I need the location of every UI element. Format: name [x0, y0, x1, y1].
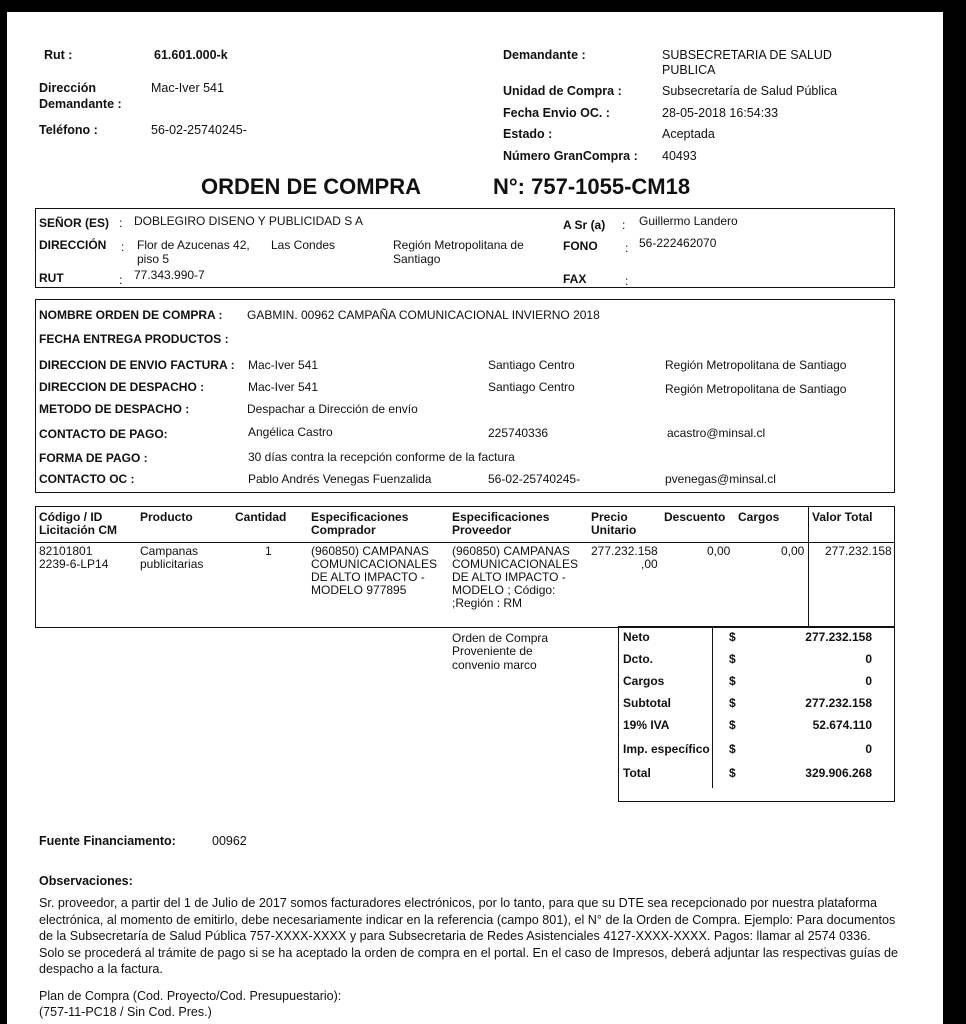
- fuente-financiamiento-value: 00962: [212, 834, 247, 848]
- senor-value: DOBLEGIRO DISENO Y PUBLICIDAD S A: [134, 214, 363, 228]
- convenio-note: Orden de Compra: [452, 631, 549, 645]
- cell-precio-decimals: ,00: [641, 557, 658, 571]
- rut-value: 61.601.000-k: [154, 48, 228, 62]
- forma-pago-label: FORMA DE PAGO :: [39, 451, 148, 465]
- cell-esp-proveedor: (960850) CAMPANAS: [452, 544, 570, 558]
- fuente-financiamiento-label: Fuente Financiamento:: [39, 834, 176, 848]
- totals-value: 0: [865, 674, 872, 688]
- totals-value: 329.906.268: [805, 766, 872, 780]
- col-header-esp-proveedor-2: Proveedor: [452, 523, 512, 537]
- cell-codigo: 82101801: [39, 544, 93, 558]
- contacto-pago-phone: 225740336: [488, 426, 549, 440]
- cell-esp-comprador-3: DE ALTO IMPACTO -: [311, 570, 425, 584]
- document-title: ORDEN DE COMPRA: [201, 174, 422, 199]
- unidad-compra-label: Unidad de Compra :: [503, 84, 622, 98]
- demandante-value-2: PUBLICA: [662, 63, 716, 77]
- estado-value: Aceptada: [662, 127, 715, 141]
- cell-esp-comprador-4: MODELO 977895: [311, 583, 407, 597]
- cell-esp-proveedor-2: COMUNICACIONALES: [452, 557, 579, 571]
- supplier-street: Flor de Azucenas 42,: [137, 238, 250, 252]
- currency-symbol: $: [729, 696, 736, 710]
- totals-label: Neto: [623, 630, 650, 644]
- asr-value: Guillermo Landero: [639, 214, 738, 228]
- contacto-oc-email: pvenegas@minsal.cl: [665, 472, 776, 486]
- currency-symbol: $: [729, 630, 736, 644]
- col-header-descuento: Descuento: [664, 510, 726, 524]
- asr-label: A Sr (a): [563, 218, 606, 232]
- cell-esp-comprador-2: COMUNICACIONALES: [311, 557, 438, 571]
- totals-value: 277.232.158: [805, 696, 872, 710]
- col-header-precio: Precio: [591, 510, 628, 524]
- supplier-rut-value: 77.343.990-7: [134, 268, 205, 282]
- contacto-oc-label: CONTACTO OC :: [39, 472, 135, 486]
- totals-divider: [712, 626, 713, 788]
- totals-label: Imp. específico: [623, 742, 710, 756]
- convenio-note-3: convenio marco: [452, 658, 537, 672]
- despacho-comuna: Santiago Centro: [488, 380, 575, 394]
- currency-symbol: $: [729, 674, 736, 688]
- cell-valor-total: 277.232.158: [825, 544, 892, 558]
- cell-esp-proveedor-5: ;Región : RM: [452, 596, 523, 610]
- totals-value: 52.674.110: [812, 718, 872, 732]
- totals-value: 0: [865, 742, 872, 756]
- cell-esp-proveedor-4: MODELO ; Código:: [452, 583, 556, 597]
- envio-factura-comuna: Santiago Centro: [488, 358, 575, 372]
- contacto-pago-label: CONTACTO DE PAGO:: [39, 427, 168, 441]
- fono-colon: :: [625, 241, 629, 255]
- fecha-envio-value: 28-05-2018 16:54:33: [662, 106, 779, 120]
- valor-total-divider: [808, 506, 809, 628]
- unidad-compra-value: Subsecretaría de Salud Pública: [662, 84, 838, 98]
- supplier-rut-label: RUT: [39, 271, 64, 285]
- supplier-region: Región Metropolitana de: [393, 238, 524, 252]
- currency-symbol: $: [729, 718, 736, 732]
- supplier-rut-colon: :: [119, 273, 123, 287]
- plan-compra-label: Plan de Compra (Cod. Proyecto/Cod. Presupuestario):: [39, 989, 342, 1003]
- envio-factura-addr: Mac-Iver 541: [248, 358, 319, 372]
- cell-cargos: 0,00: [781, 544, 805, 558]
- cell-licitacion: 2239-6-LP14: [39, 557, 109, 571]
- forma-pago-value: 30 días contra la recepción conforme de la factura: [248, 450, 515, 464]
- totals-value: 277.232.158: [805, 630, 872, 644]
- metodo-despacho-label: METODO DE DESPACHO :: [39, 402, 190, 416]
- col-header-valor-total: Valor Total: [812, 510, 873, 524]
- envio-factura-region: Región Metropolitana de Santiago: [665, 358, 847, 372]
- cell-esp-comprador: (960850) CAMPANAS: [311, 544, 429, 558]
- telefono-value: 56-02-25740245-: [151, 123, 247, 137]
- totals-label: Cargos: [623, 674, 665, 688]
- purchase-order-document: [7, 12, 943, 1024]
- nombre-orden-label: NOMBRE ORDEN DE COMPRA :: [39, 308, 223, 322]
- col-header-cantidad: Cantidad: [235, 510, 287, 524]
- envio-factura-label: DIRECCION DE ENVIO FACTURA :: [39, 358, 235, 372]
- totals-label: Subtotal: [623, 696, 671, 710]
- fax-label: FAX: [563, 272, 587, 286]
- cell-producto: Campanas: [140, 544, 199, 558]
- items-header-divider: [35, 542, 895, 543]
- cell-precio: 277.232.158: [591, 544, 658, 558]
- senor-colon: :: [119, 216, 123, 230]
- col-header-cargos: Cargos: [738, 510, 780, 524]
- totals-value: 0: [865, 652, 872, 666]
- contacto-pago-email: acastro@minsal.cl: [667, 426, 766, 440]
- metodo-despacho-value: Despachar a Dirección de envío: [247, 402, 418, 416]
- despacho-region: Región Metropolitana de Santiago: [665, 382, 847, 396]
- supplier-region-2: Santiago: [393, 252, 441, 266]
- totals-label: Dcto.: [623, 652, 653, 666]
- col-header-precio-2: Unitario: [591, 523, 637, 537]
- contacto-oc-name: Pablo Andrés Venegas Fuenzalida: [248, 472, 432, 486]
- supplier-comuna: Las Condes: [271, 238, 336, 252]
- supplier-direccion-colon: :: [121, 240, 125, 254]
- supplier-direccion-label: DIRECCIÓN: [39, 238, 107, 252]
- direccion-label-2: Demandante :: [39, 97, 122, 111]
- fecha-entrega-label: FECHA ENTREGA PRODUCTOS :: [39, 332, 229, 346]
- asr-colon: :: [622, 218, 626, 232]
- demandante-value: SUBSECRETARIA DE SALUD: [662, 48, 832, 62]
- plan-compra-value: (757-11-PC18 / Sin Cod. Pres.): [39, 1005, 212, 1019]
- senor-label: SEÑOR (ES): [39, 216, 110, 230]
- observaciones-text: Sr. proveedor, a partir del 1 de Julio de 2017 somos facturadores electrónicos, por lo tanto, para que su DTE sea recepcionado por nuestra plataforma electrónica, al momento de emitirlo, debe necesariamente indicar en la referencia (campo 801), el N° de la Orden de Compra. Ejemplo: Para documentos de la Subsecretaría de Salud Pública 757-XXXX-XXXX y para Subsecretaria de Redes Asistenciales 4127-XXXX-XXXX. Pagos: llamar al 2574 0336. Solo se procederá al trámite de pago si se ha aceptado la orden de compra en el portal. En el caso de Impresos, deberá adjuntar las respectivas guías de despacho a la factura.: [39, 896, 898, 976]
- direccion-label: Dirección: [39, 81, 96, 95]
- cell-cantidad: 1: [265, 544, 272, 558]
- estado-label: Estado :: [503, 127, 553, 141]
- contacto-pago-name: Angélica Castro: [248, 425, 333, 439]
- order-number: N°: 757-1055-CM18: [493, 174, 691, 199]
- col-header-producto: Producto: [140, 510, 193, 524]
- col-header-esp-comprador: Especificaciones: [311, 510, 409, 524]
- fecha-envio-label: Fecha Envio OC. :: [503, 106, 610, 120]
- col-header-codigo-2: Licitación CM: [39, 523, 118, 537]
- supplier-street-2: piso 5: [137, 252, 170, 266]
- col-header-codigo: Código / ID: [39, 510, 103, 524]
- gran-compra-label: Número GranCompra :: [503, 149, 638, 163]
- currency-symbol: $: [729, 766, 736, 780]
- cell-producto-2: publicitarias: [140, 557, 204, 571]
- currency-symbol: $: [729, 652, 736, 666]
- despacho-label: DIRECCION DE DESPACHO :: [39, 380, 205, 394]
- col-header-esp-comprador-2: Comprador: [311, 523, 376, 537]
- contacto-oc-phone: 56-02-25740245-: [488, 472, 581, 486]
- cell-esp-proveedor-3: DE ALTO IMPACTO -: [452, 570, 566, 584]
- col-header-esp-proveedor: Especificaciones: [452, 510, 550, 524]
- observaciones-label: Observaciones:: [39, 874, 133, 888]
- fono-label: FONO: [563, 239, 598, 253]
- nombre-orden-value: GABMIN. 00962 CAMPAÑA COMUNICACIONAL INVIERNO 2018: [247, 308, 600, 322]
- despacho-addr: Mac-Iver 541: [248, 380, 319, 394]
- fax-colon: :: [625, 274, 629, 288]
- currency-symbol: $: [729, 742, 736, 756]
- direccion-value: Mac-Iver 541: [151, 81, 224, 95]
- gran-compra-value: 40493: [662, 149, 697, 163]
- telefono-label: Teléfono :: [39, 123, 98, 137]
- convenio-note-2: Proveniente de: [452, 644, 533, 658]
- rut-label: Rut :: [44, 48, 73, 62]
- cell-descuento: 0,00: [707, 544, 731, 558]
- totals-label: 19% IVA: [623, 718, 670, 732]
- totals-label: Total: [623, 766, 651, 780]
- fono-value: 56-222462070: [639, 236, 717, 250]
- demandante-label: Demandante :: [503, 48, 586, 62]
